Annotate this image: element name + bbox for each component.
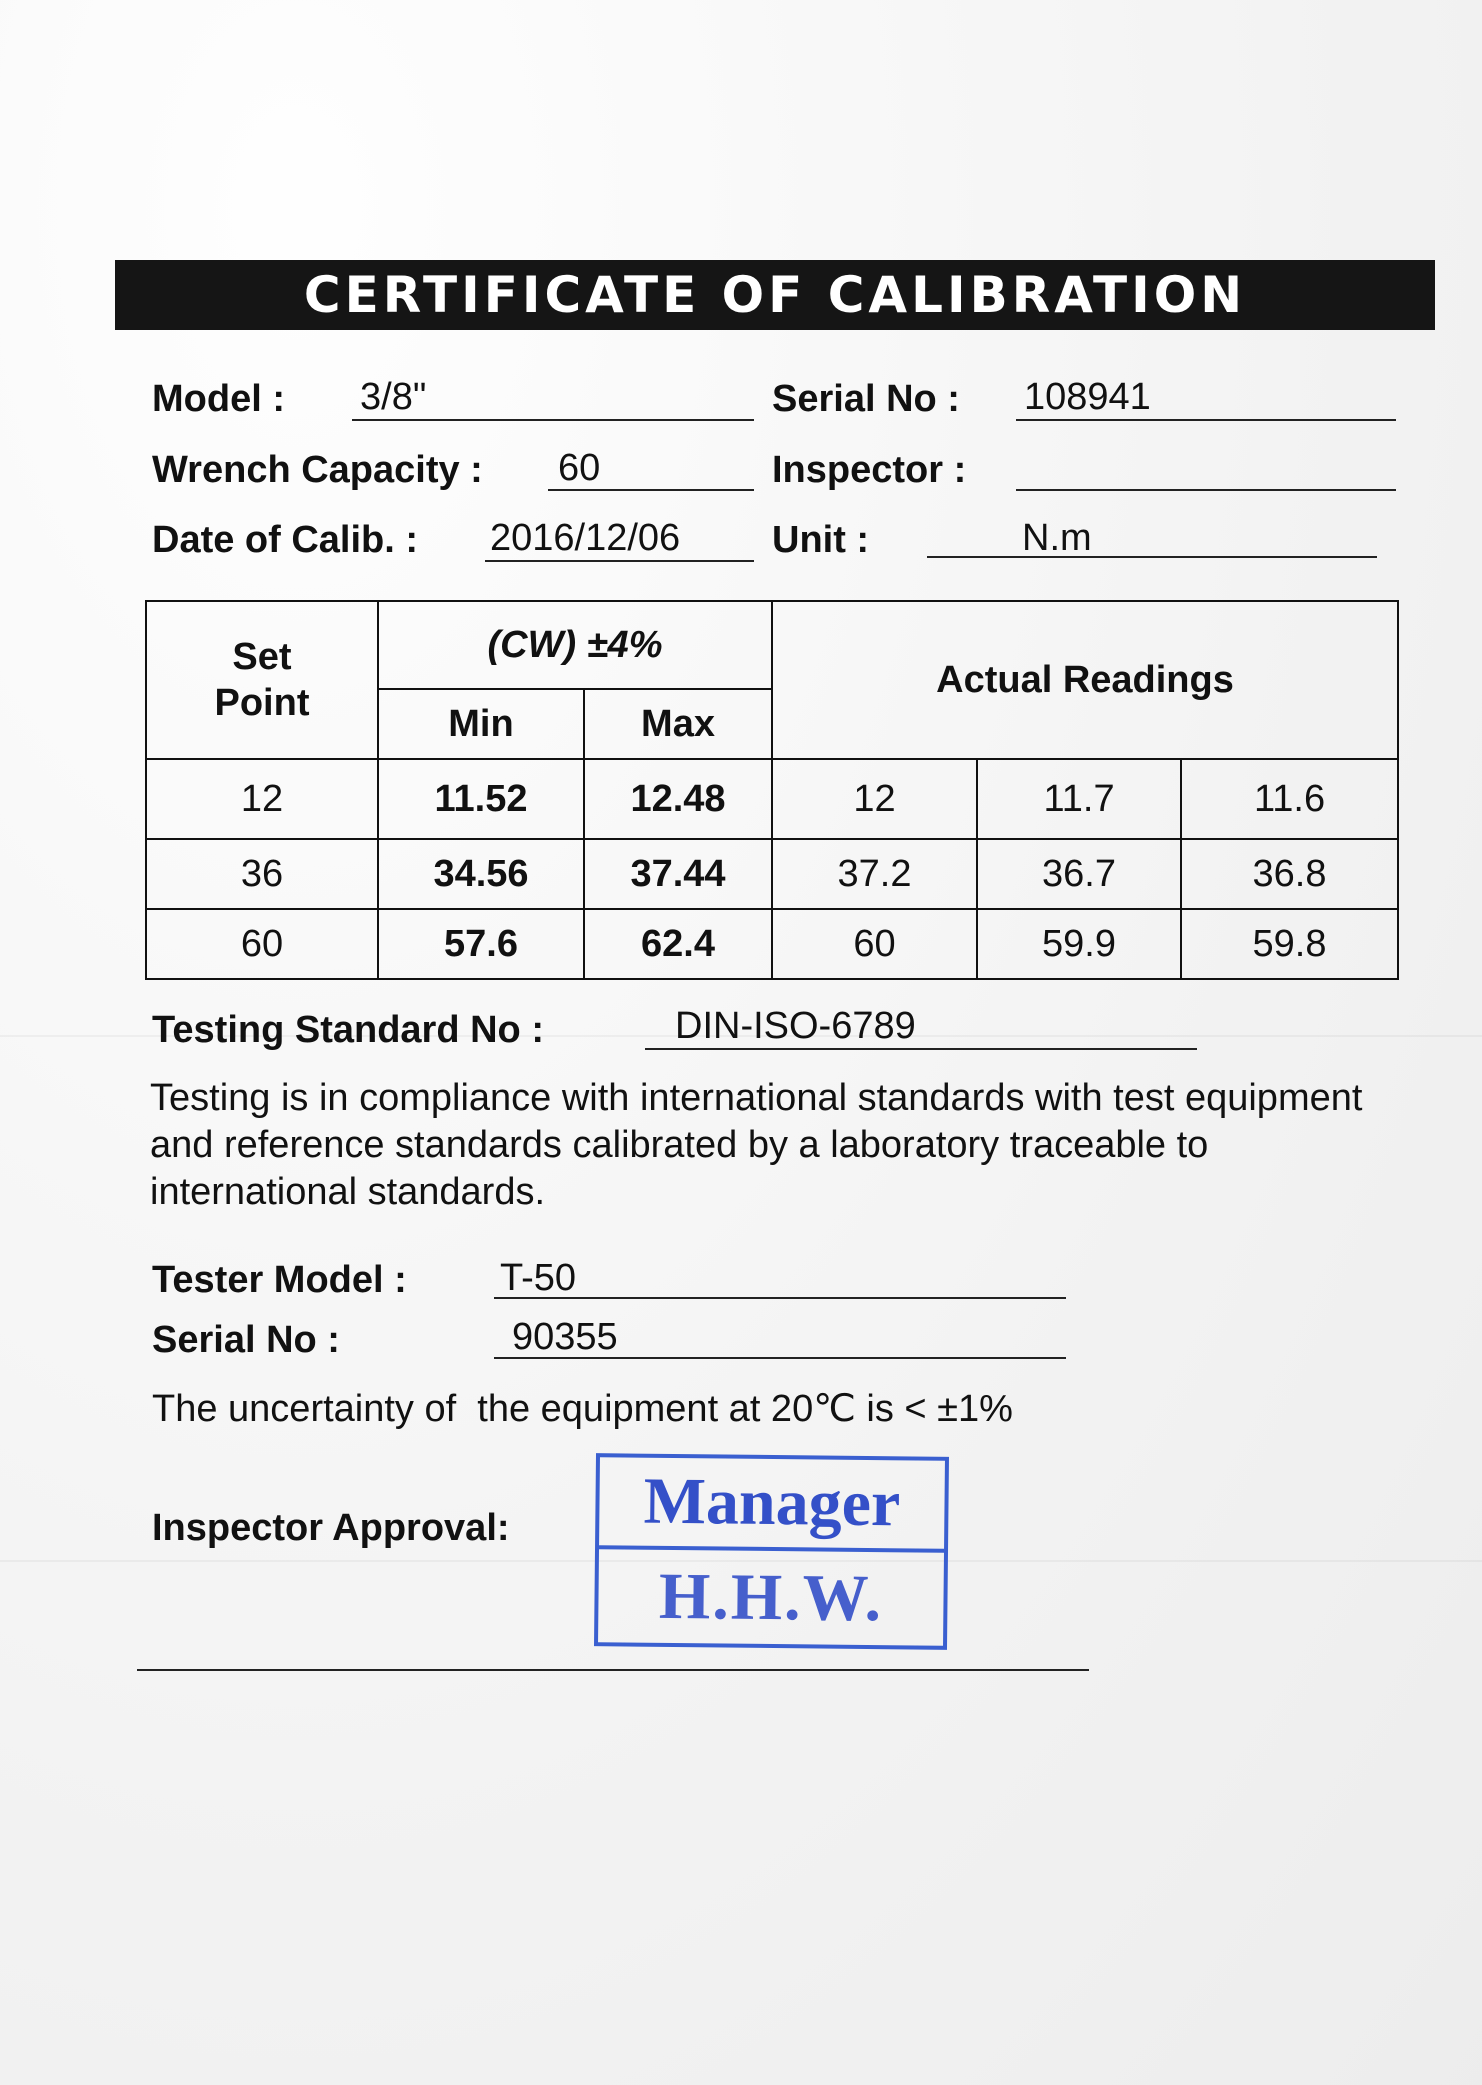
stamp-line-1: Manager [599,1457,945,1553]
stamp-line-2: H.H.W. [658,1559,884,1635]
max-header: Max [584,689,772,759]
tester-serial-label: Serial No : [152,1319,340,1361]
table-row [146,759,1398,839]
actual-readings-header: Actual Readings [772,601,1398,759]
model-label: Model : [152,378,285,420]
certificate-title: CERTIFICATE OF CALIBRATION [115,260,1435,330]
tester-serial-underline [494,1357,1066,1359]
testing-standard-underline [645,1048,1197,1050]
table-row [146,839,1398,909]
inspector-underline [1016,489,1396,491]
reading-cell: 11.7 [977,759,1181,839]
max-cell: 62.4 [584,909,772,979]
date-of-calib-label: Date of Calib. : [152,519,419,561]
set-point-cell: 36 [146,839,378,909]
testing-standard-label: Testing Standard No : [152,1009,544,1051]
inspector-approval-label: Inspector Approval: [152,1507,510,1549]
min-cell: 11.52 [378,759,584,839]
set-point-cell: 12 [146,759,378,839]
tester-model-label: Tester Model : [152,1259,407,1301]
serial-no-underline [1016,419,1396,421]
compliance-paragraph: Testing is in compliance with international standards with test equipment and reference standards calibrated by a laboratory traceable to international standards. [150,1077,1363,1213]
min-header: Min [378,689,584,759]
manager-stamp [594,1453,949,1650]
serial-no-label: Serial No : [772,378,960,420]
unit-underline [927,556,1377,558]
serial-no-value: 108941 [1024,376,1151,418]
date-of-calib-value: 2016/12/06 [490,517,681,559]
inspector-label: Inspector : [772,449,967,491]
date-of-calib-underline [485,560,754,562]
wrench-capacity-underline [548,489,754,491]
set-point-header: Set Point [146,601,378,759]
wrench-capacity-label: Wrench Capacity : [152,449,483,491]
reading-cell: 11.6 [1181,759,1398,839]
reading-cell: 59.9 [977,909,1181,979]
signature-line [137,1669,1089,1671]
reading-cell: 36.7 [977,839,1181,909]
reading-cell: 37.2 [772,839,977,909]
wrench-capacity-value: 60 [558,447,601,489]
calibration-table [145,600,1399,980]
unit-label: Unit : [772,519,870,561]
min-cell: 57.6 [378,909,584,979]
testing-standard-value: DIN-ISO-6789 [675,1005,916,1047]
model-value: 3/8" [360,376,427,418]
reading-cell: 60 [772,909,977,979]
min-cell: 34.56 [378,839,584,909]
model-underline [352,419,754,421]
max-cell: 12.48 [584,759,772,839]
tester-model-value: T-50 [500,1257,577,1299]
unit-value: N.m [1022,517,1092,559]
set-point-cell: 60 [146,909,378,979]
reading-cell: 59.8 [1181,909,1398,979]
reading-cell: 12 [772,759,977,839]
uncertainty-statement: The uncertainty of the equipment at 20℃ is < ±1% [152,1388,1013,1430]
table-row [146,909,1398,979]
tolerance-header: (CW) ±4% [378,601,772,689]
reading-cell: 36.8 [1181,839,1398,909]
max-cell: 37.44 [584,839,772,909]
tester-serial-value: 90355 [512,1316,618,1358]
tester-model-underline [494,1297,1066,1299]
